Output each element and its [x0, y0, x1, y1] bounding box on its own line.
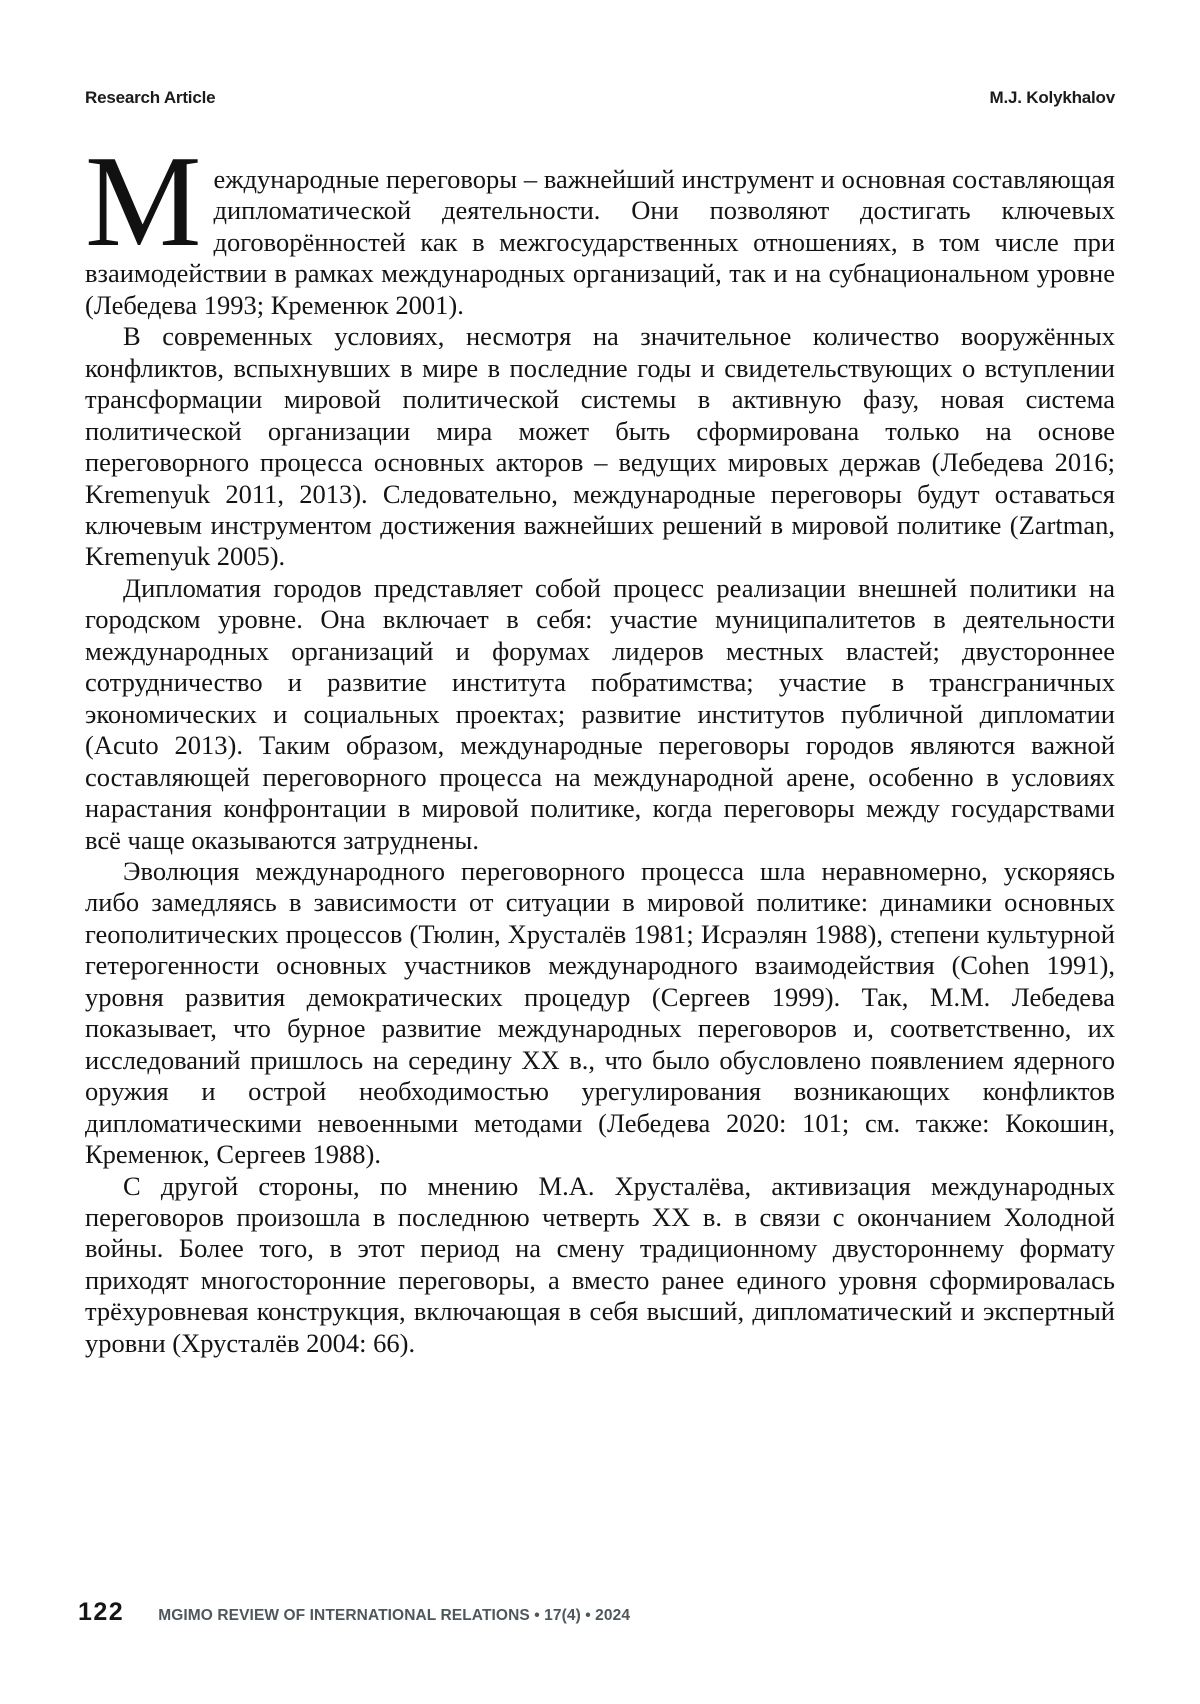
- page-number: 122: [78, 1598, 125, 1626]
- paragraph: [85, 856, 1115, 1171]
- paragraph-text: еждународные переговоры – важнейший инструмент и основная составляющая дипломатической деятельности. Они позволяют достигать ключевых договорённостей как в межгосударственных отношениях, в том числе при взаимодействии в рамках международных организаций, так и на субнациональном уровне (Лебедева 1993; Кременюк 2001).: [85, 164, 1115, 320]
- paragraph-text: Эволюция международного переговорного процесса шла неравномерно, ускоряясь либо замедляясь в зависимости от ситуации в мировой политике: динамики основных геополитических процессов (Тюлин, Хрусталёв 1981; Исраэлян 1988), степени культурной гетерогенности основных участников международного взаимодействия (Cohen 1991), уровня развития демократических процедур (Сергеев 1999). Так, М.М. Лебедева показывает, что бурное развитие международных переговоров и, соответственно, их исследований пришлось на середину XX в., что было обусловлено появлением ядерного оружия и острой необходимостью урегулирования возникающих конфликтов дипломатическими невоенными методами (Лебедева 2020: 101; см. также: Кокошин, Кременюк, Сергеев 1988).: [85, 855, 1115, 1170]
- journal-title-line: MGIMO REVIEW OF INTERNATIONAL RELATIONS • 17(4) • 2024: [158, 1607, 631, 1624]
- paragraph: [85, 1171, 1115, 1360]
- article-body: [85, 129, 1115, 1359]
- page-footer: [78, 1598, 630, 1627]
- paragraph-text: С другой стороны, по мнению М.А. Хрусталёва, активизация международных переговоров произошла в последнюю четверть XX в. в связи с окончанием Холодной войны. Более того, в этот период на смену традиционному двустороннему формату приходят многосторонние переговоры, а вместо ранее единого уровня сформировалась трёхуровневая конструкция, включающая в себя высший, дипломатический и экспертный уровни (Хрусталёв 2004: 66).: [85, 1170, 1115, 1358]
- running-header: [85, 88, 1115, 108]
- author-name: M.J. Kolykhalov: [989, 88, 1115, 107]
- paragraph: [85, 129, 1115, 321]
- drop-cap: М: [85, 129, 202, 274]
- paragraph-text: Дипломатия городов представляет собой процесс реализации внешней политики на городском уровне. Она включает в себя: участие муниципалитетов в деятельности международных организаций и форумах лидеров местных властей; двустороннее сотрудничество и развитие института побратимства; участие в трансграничных экономических и социальных проектах; развитие институтов публичной дипломатии (Acuto 2013). Таким образом, международные переговоры городов являются важной составляющей переговорного процесса на международной арене, особенно в условиях нарастания конфронтации в мировой политике, когда переговоры между государствами всё чаще оказываются затруднены.: [85, 572, 1115, 855]
- article-type-label: Research Article: [85, 88, 216, 107]
- paragraph-text: В современных условиях, несмотря на значительное количество вооружённых конфликтов, вспыхнувших в мире в последние годы и свидетельствующих о вступлении трансформации мировой политической системы в активную фазу, новая система политической организации мира может быть сформирована только на основе переговорного процесса основных акторов – ведущих мировых держав (Лебедева 2016; Kremenyuk 2011, 2013). Следовательно, международные переговоры будут оставаться ключевым инструментом достижения важнейших решений в мировой политике (Zartman, Kremenyuk 2005).: [85, 321, 1115, 572]
- paragraph: [85, 573, 1115, 856]
- paragraph: [85, 321, 1115, 573]
